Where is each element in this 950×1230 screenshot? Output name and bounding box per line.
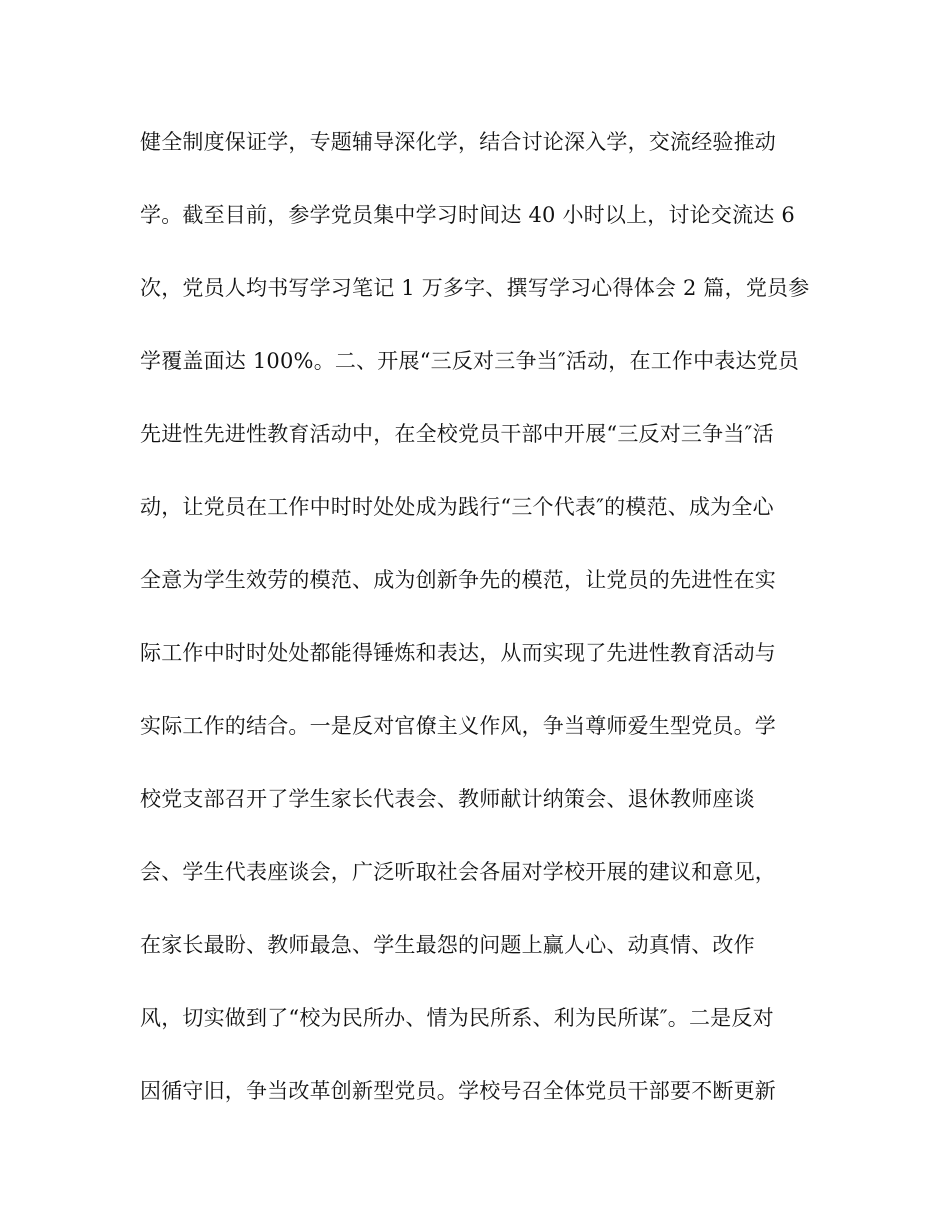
text-line-13: 风，切实做到了“校为民所办、情为民所系、利为民所谋″。二是反对 <box>140 1006 774 1030</box>
text-line-14: 因循守旧，争当改革创新型党员。学校号召全体党员干部要不断更新 <box>140 1079 776 1103</box>
text-line-9: 实际工作的结合。一是反对官僚主义作风，争当尊师爱生型党员。学 <box>140 714 776 738</box>
text-line-11: 会、学生代表座谈会，广泛听取社会各届对学校开展的建议和意见， <box>140 860 776 884</box>
text-line-12: 在家长最盼、教师最急、学生最怨的问题上赢人心、动真情、改作 <box>140 933 755 957</box>
text-line-4: 学覆盖面达 100%。二、开展“三反对三争当″活动，在工作中表达党员 <box>140 349 800 373</box>
text-line-10: 校党支部召开了学生家长代表会、教师献计纳策会、退休教师座谈 <box>140 787 755 811</box>
text-line-7: 全意为学生效劳的模范、成为创新争先的模范，让党员的先进性在实 <box>140 568 776 592</box>
text-line-5: 先进性先进性教育活动中，在全校党员干部中开展“三反对三争当″活 <box>140 422 774 446</box>
text-line-6: 动，让党员在工作中时时处处成为践行“三个代表″的模范、成为全心 <box>140 495 774 519</box>
text-line-2: 学。截至目前，参学党员集中学习时间达 40 小时以上，讨论交流达 6 <box>140 203 795 227</box>
text-line-8: 际工作中时时处处都能得锤炼和表达，从而实现了先进性教育活动与 <box>140 641 776 665</box>
text-line-3: 次，党员人均书写学习笔记 1 万多字、撰写学习心得体会 2 篇，党员参 <box>140 276 810 300</box>
text-line-1: 健全制度保证学，专题辅导深化学，结合讨论深入学，交流经验推动 <box>140 130 776 154</box>
